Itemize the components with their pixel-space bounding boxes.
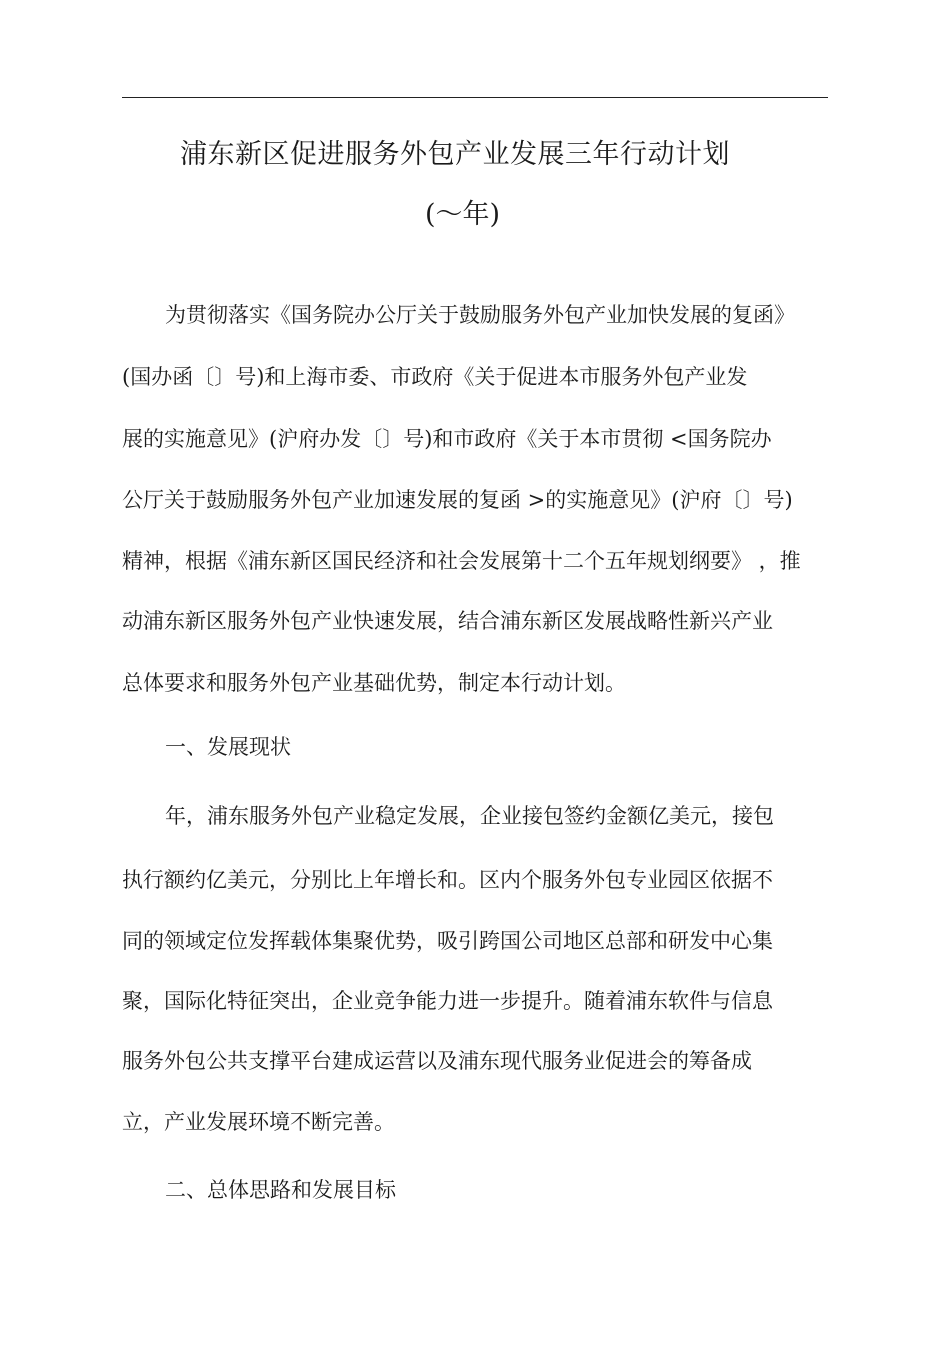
text-line: 精神，根据《浦东新区国民经济和社会发展第十二个五年规划纲要》 ，推 (122, 549, 801, 573)
text-line: 公厅关于鼓励服务外包产业加速发展的复函 >的实施意见》(沪府〔〕号) (122, 488, 793, 512)
document-title: 浦东新区促进服务外包产业发展三年行动计划 (180, 139, 730, 170)
text-line: 动浦东新区服务外包产业快速发展，结合浦东新区发展战略性新兴产业 (122, 609, 773, 633)
text-line: 执行额约亿美元，分别比上年增长和。区内个服务外包专业园区依据不 (122, 868, 773, 892)
text-line: 同的领域定位发挥载体集聚优势，吸引跨国公司地区总部和研发中心集 (122, 929, 773, 953)
text-line: 立，产业发展环境不断完善。 (122, 1110, 395, 1134)
text-line: 服务外包公共支撑平台建成运营以及浦东现代服务业促进会的筹备成 (122, 1049, 752, 1073)
section-heading: 一、发展现状 (165, 735, 291, 759)
text-line: 总体要求和服务外包产业基础优势，制定本行动计划。 (122, 671, 626, 695)
header-rule (122, 97, 828, 98)
text-line: (国办函〔〕号)和上海市委、市政府《关于促进本市服务外包产业发 (122, 365, 748, 389)
section-heading: 二、总体思路和发展目标 (165, 1178, 396, 1202)
text-line: 聚，国际化特征突出，企业竞争能力进一步提升。随着浦东软件与信息 (122, 989, 773, 1013)
text-line: 为贯彻落实《国务院办公厅关于鼓励服务外包产业加快发展的复函》 (165, 303, 795, 327)
document-subtitle: (～年) (425, 199, 501, 230)
text-line: 年，浦东服务外包产业稳定发展，企业接包签约金额亿美元，接包 (165, 804, 774, 828)
text-line: 展的实施意见》(沪府办发〔〕号)和市政府《关于本市贯彻 <国务院办 (122, 427, 772, 451)
